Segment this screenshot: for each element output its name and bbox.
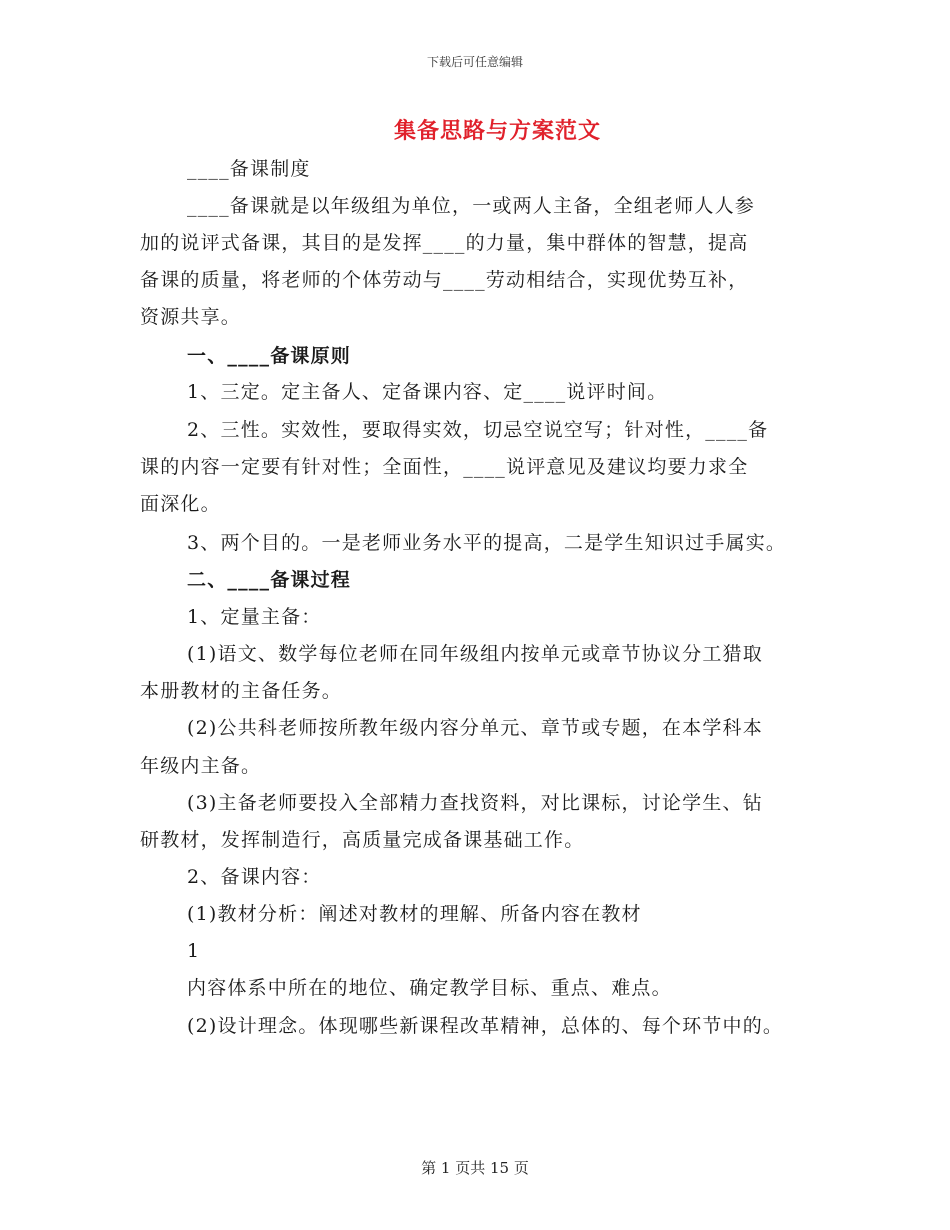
body-line-15: 本册教材的主备任务。 <box>140 680 343 702</box>
body-line-10: 面深化。 <box>140 493 221 515</box>
body-line-17: 年级内主备。 <box>140 755 262 777</box>
body-line-13: 1、定量主备： <box>187 606 322 628</box>
body-line-18: (3)主备老师要投入全部精力查找资料，对比课标，讨论学生、钻 <box>187 792 763 814</box>
page-number: 第 1 页共 15 页 <box>421 1159 529 1177</box>
body-line-14: (1)语文、数学每位老师在同年级组内按单元或章节协议分工猎取 <box>187 643 763 665</box>
body-line-24: (2)设计理念。体现哪些新课程改革精神，总体的、每个环节中的。 <box>187 1015 784 1037</box>
body-line-8: 2、三性。实效性，要取得实效，切忌空说空写；针对性，____备 <box>187 419 769 441</box>
body-line-11: 3、两个目的。一是老师业务水平的提高，二是学生知识过手属实。 <box>187 532 787 554</box>
body-line-3: 加的说评式备课，其目的是发挥____的力量，集中群体的智慧，提高 <box>140 232 749 254</box>
body-line-21: (1)教材分析：阐述对教材的理解、所备内容在教材 <box>187 903 642 925</box>
section-heading-1: 一、____备课原则 <box>187 345 352 367</box>
section-heading-2: 二、____备课过程 <box>187 569 352 591</box>
body-line-5: 资源共享。 <box>140 306 242 328</box>
body-line-1: ____备课制度 <box>187 158 311 180</box>
inline-page-marker: 1 <box>187 940 201 962</box>
header-note: 下载后可任意编辑 <box>426 55 523 69</box>
document-title: 集备思路与方案范文 <box>393 118 601 144</box>
body-line-7: 1、三定。定主备人、定备课内容、定____说评时间。 <box>187 381 668 403</box>
body-line-4: 备课的质量，将老师的个体劳动与____劳动相结合，实现优势互补， <box>140 269 749 291</box>
body-line-19: 研教材，发挥制造行，高质量完成备课基础工作。 <box>140 829 585 851</box>
body-line-2: ____备课就是以年级组为单位，一或两人主备，全组老师人人参 <box>187 195 756 217</box>
body-line-23: 内容体系中所在的地位、确定教学目标、重点、难点。 <box>187 977 672 999</box>
body-line-20: 2、备课内容： <box>187 866 322 888</box>
body-line-9: 课的内容一定要有针对性；全面性，____说评意见及建议均要力求全 <box>140 456 749 478</box>
body-line-16: (2)公共科老师按所教年级内容分单元、章节或专题，在本学科本 <box>187 717 763 739</box>
